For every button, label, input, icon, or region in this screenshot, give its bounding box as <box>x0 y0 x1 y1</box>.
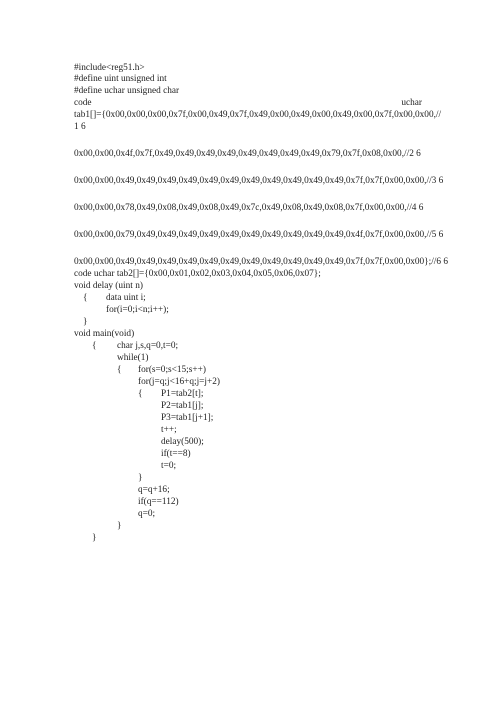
for-s-loop: for(s=0;s<15;s++) <box>138 365 206 375</box>
delay-signature: void delay (uint n) <box>74 281 143 291</box>
while-close-brace: } <box>117 521 122 531</box>
while-line: while(1) <box>117 353 149 363</box>
delay-close-brace: } <box>83 317 88 327</box>
tab1-row-5: 0x00,0x00,0x79,0x49,0x49,0x49,0x49,0x49,0x49,0x49,0x49,0x49,0x49,0x4f,0x7f,0x00,0x00,//5 6 <box>74 230 444 240</box>
tab1-uchar-keyword: uchar <box>401 98 422 108</box>
main-declaration: char j,s,q=0,t=0; <box>117 341 179 351</box>
q-reset: q=0; <box>138 509 156 519</box>
tab1-first-row: tab1[]={0x00,0x00,0x00,0x7f,0x00,0x49,0x7f,0x49,0x00,0x49,0x00,0x49,0x00,0x7f,0x00,0x00,// <box>74 110 442 120</box>
t-reset: t=0; <box>161 461 177 471</box>
if-q-check: if(q==112) <box>138 497 179 507</box>
tab1-row-2: 0x00,0x00,0x4f,0x7f,0x49,0x49,0x49,0x49,0x49,0x49,0x49,0x49,0x79,0x7f,0x08,0x00,//2 6 <box>74 149 421 159</box>
tab1-first-row-comment: 1 6 <box>74 122 86 132</box>
include-line: #include<reg51.h> <box>74 63 145 73</box>
delay-call: delay(500); <box>161 437 204 447</box>
define-uchar-line: #define uchar unsigned char <box>74 86 180 96</box>
p3-assign: P3=tab1[j+1]; <box>161 413 214 423</box>
tab1-row-4: 0x00,0x00,0x78,0x49,0x08,0x49,0x08,0x49,0x7c,0x49,0x08,0x49,0x08,0x7f,0x00,0x00,//4 6 <box>74 203 424 213</box>
tab2-line: code uchar tab2[]={0x00,0x01,0x02,0x03,0x04,0x05,0x06,0x07}; <box>74 269 321 279</box>
tab1-row-6: 0x00,0x00,0x49,0x49,0x49,0x49,0x49,0x49,0x49,0x49,0x49,0x49,0x49,0x7f,0x7f,0x00,0x00};//6 6 <box>74 257 449 267</box>
delay-declaration: data uint i; <box>106 293 146 303</box>
delay-for-loop: for(i=0;i<n;i++); <box>106 305 169 315</box>
inner-close-brace: } <box>138 473 143 483</box>
p2-assign: P2=tab1[j]; <box>161 401 204 411</box>
main-close-brace: } <box>92 533 97 543</box>
for-j-loop: for(j=q;j<16+q;j=j+2) <box>138 377 220 387</box>
main-open-brace: { <box>92 341 97 351</box>
tab1-code-keyword: code <box>74 98 92 108</box>
if-t-check: if(t==8) <box>161 449 191 459</box>
define-uint-line: #define uint unsigned int <box>74 74 167 84</box>
inner-open-brace: { <box>138 389 143 399</box>
q-increment: q=q+16; <box>138 485 170 495</box>
tab1-row-3: 0x00,0x00,0x49,0x49,0x49,0x49,0x49,0x49,0x49,0x49,0x49,0x49,0x49,0x7f,0x7f,0x00,0x00,//3 6 <box>74 176 444 186</box>
main-signature: void main(void) <box>74 329 135 339</box>
p1-assign: P1=tab2[t]; <box>161 389 204 399</box>
delay-open-brace: { <box>83 293 88 303</box>
t-increment: t++; <box>161 425 177 435</box>
while-open-brace: { <box>117 365 122 375</box>
